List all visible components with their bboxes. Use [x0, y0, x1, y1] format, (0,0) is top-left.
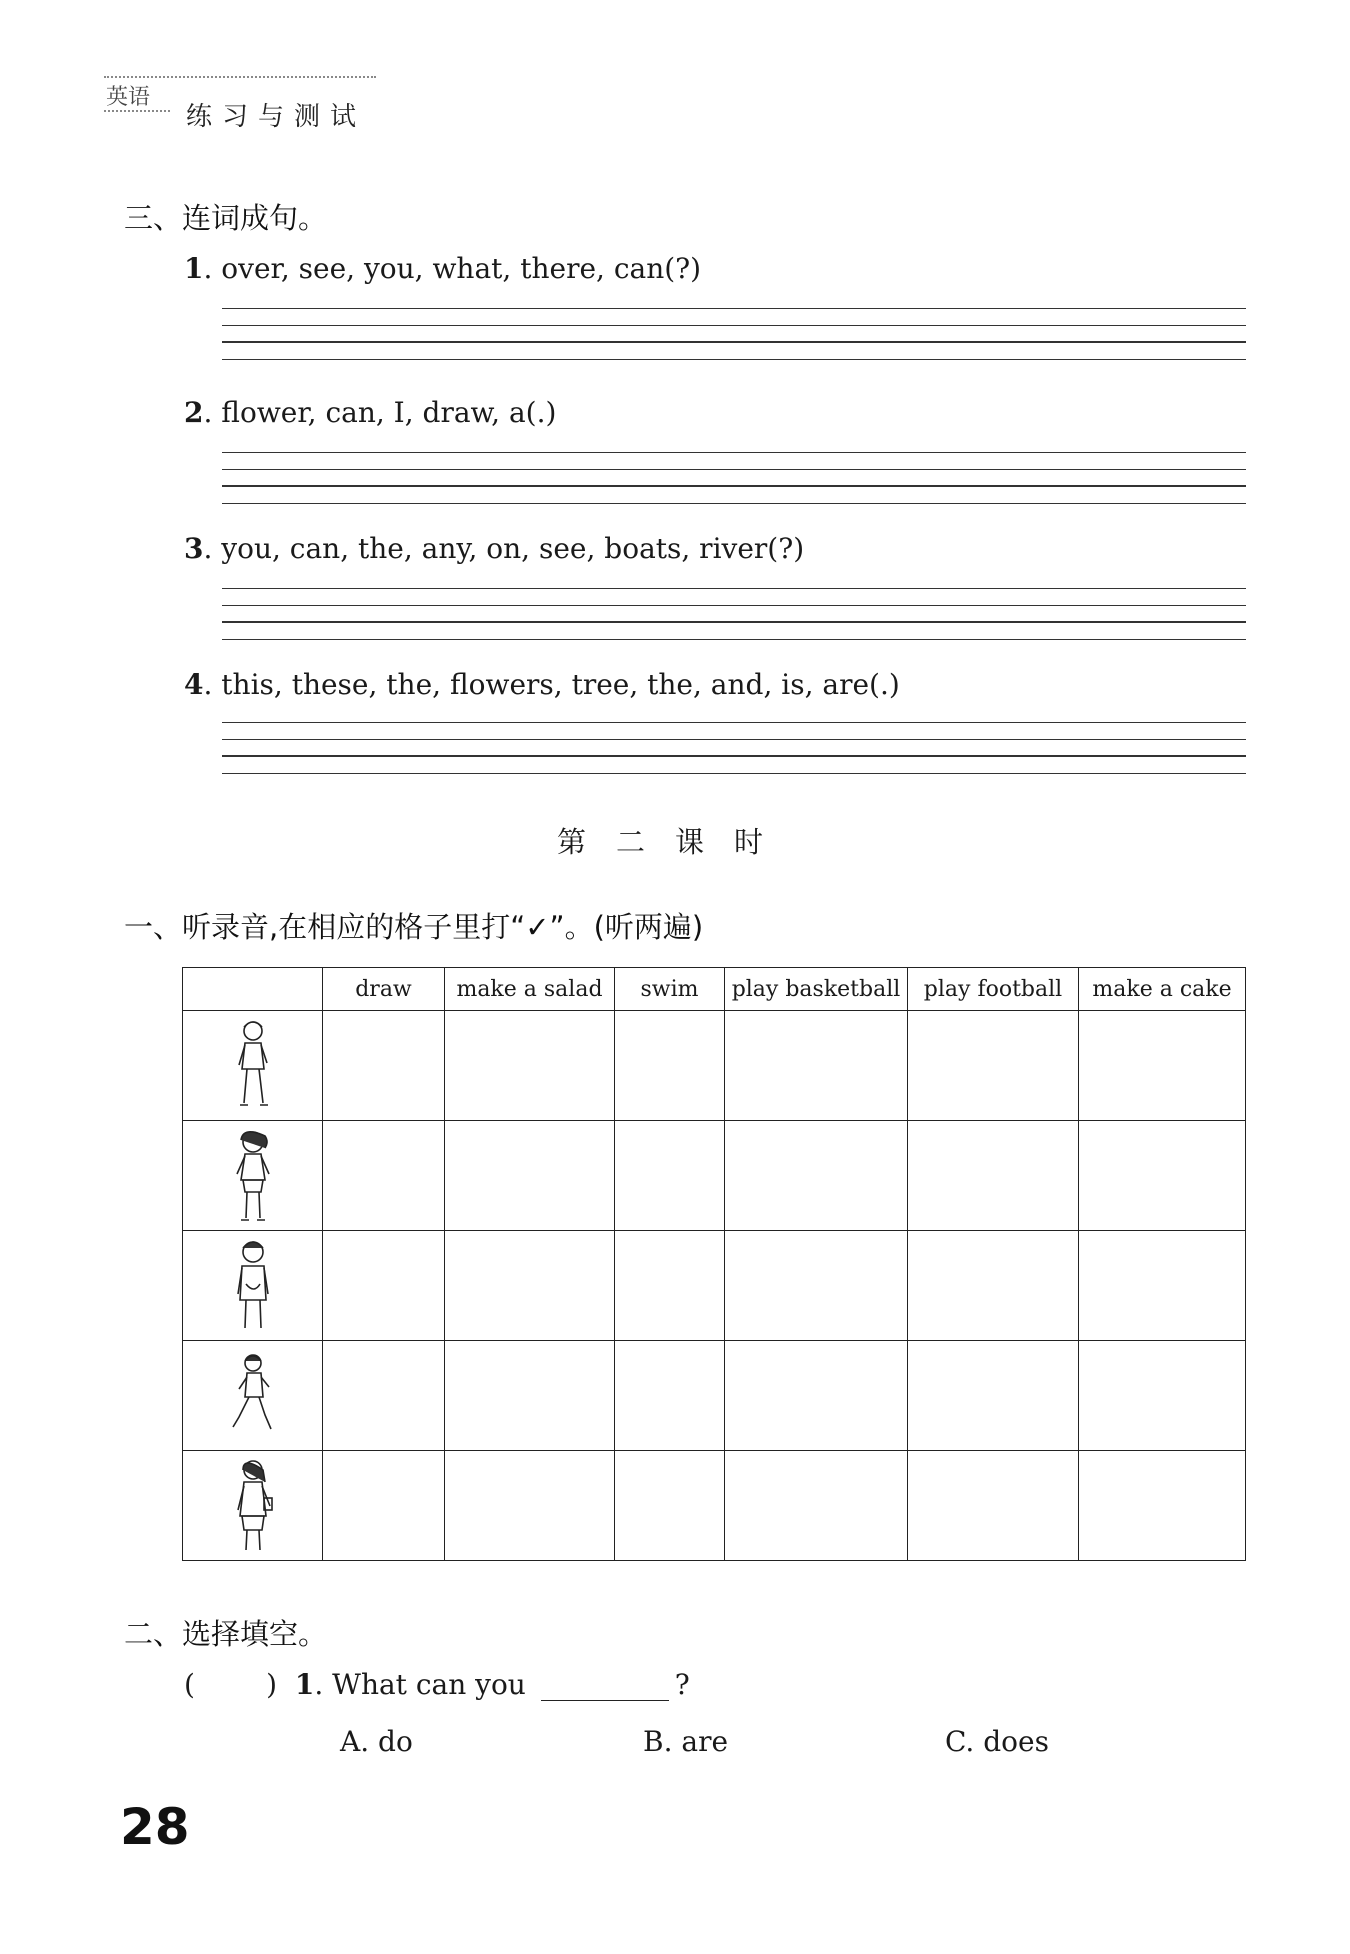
table-corner-cell	[183, 968, 323, 1011]
listening-checkbox-table	[182, 967, 1246, 1561]
option-b[interactable]: B. are	[643, 1725, 729, 1758]
checkbox-cell[interactable]	[1079, 1121, 1246, 1231]
table-row	[183, 1011, 1246, 1121]
column-header: play football	[908, 968, 1079, 1011]
subject-tag: 英语	[106, 85, 151, 110]
column-header: draw	[323, 968, 445, 1011]
answer-lines-4[interactable]	[222, 722, 1246, 789]
checkbox-cell[interactable]	[445, 1011, 615, 1121]
girl-curly-hair-figure	[183, 1121, 323, 1231]
checkbox-cell[interactable]	[908, 1011, 1079, 1121]
checkbox-cell[interactable]	[725, 1231, 908, 1341]
checkbox-cell[interactable]	[1079, 1451, 1246, 1561]
checkbox-cell[interactable]	[725, 1451, 908, 1561]
boy-short-sleeve-figure	[183, 1231, 323, 1341]
boy-backpack-figure	[183, 1011, 323, 1121]
fill-blank[interactable]	[541, 1676, 669, 1701]
answer-lines-3[interactable]	[222, 588, 1246, 655]
checkbox-cell[interactable]	[445, 1341, 615, 1451]
checkbox-cell[interactable]	[725, 1121, 908, 1231]
page-number: 28	[120, 1798, 190, 1856]
table-row	[183, 1121, 1246, 1231]
checkbox-cell[interactable]	[615, 1451, 725, 1561]
header-dotted-rule-short	[104, 110, 170, 112]
column-header: make a cake	[1079, 968, 1246, 1011]
multiple-choice-question-1: ( ) 1. What can you ?	[184, 1668, 690, 1701]
answer-lines-2[interactable]	[222, 452, 1246, 519]
checkbox-cell[interactable]	[323, 1011, 445, 1121]
checkbox-cell[interactable]	[908, 1341, 1079, 1451]
section-1-title: 一、听录音,在相应的格子里打“✓”。(听两遍)	[124, 910, 704, 944]
checkbox-cell[interactable]	[323, 1451, 445, 1561]
answer-parentheses[interactable]: ( )	[184, 1668, 278, 1701]
book-title: 练习与测试	[186, 102, 367, 132]
checkbox-cell[interactable]	[908, 1451, 1079, 1561]
checkbox-cell[interactable]	[323, 1341, 445, 1451]
checkbox-cell[interactable]	[615, 1121, 725, 1231]
checkbox-cell[interactable]	[908, 1231, 1079, 1341]
checkbox-cell[interactable]	[908, 1121, 1079, 1231]
checkbox-cell[interactable]	[445, 1121, 615, 1231]
option-a[interactable]: A. do	[340, 1725, 413, 1758]
section-2-title: 二、选择填空。	[124, 1617, 328, 1651]
table-row	[183, 1451, 1246, 1561]
checkbox-cell[interactable]	[615, 1011, 725, 1121]
girl-with-book-figure	[183, 1451, 323, 1561]
table-row	[183, 1231, 1246, 1341]
checkbox-cell[interactable]	[445, 1231, 615, 1341]
option-c[interactable]: C. does	[945, 1725, 1049, 1758]
checkbox-cell[interactable]	[1079, 1341, 1246, 1451]
checkbox-cell[interactable]	[323, 1231, 445, 1341]
checkbox-cell[interactable]	[725, 1011, 908, 1121]
table-row	[183, 1341, 1246, 1451]
answer-lines-1[interactable]	[222, 308, 1246, 375]
column-header: make a salad	[445, 968, 615, 1011]
boy-running-figure	[183, 1341, 323, 1451]
checkbox-cell[interactable]	[1079, 1231, 1246, 1341]
section-3-title: 三、连词成句。	[124, 201, 328, 235]
question-4: 4. this, these, the, flowers, tree, the, and, is, are(.)	[184, 668, 900, 701]
question-1: 1. over, see, you, what, there, can(?)	[184, 252, 702, 285]
column-header: play basketball	[725, 968, 908, 1011]
checkbox-cell[interactable]	[445, 1451, 615, 1561]
question-3: 3. you, can, the, any, on, see, boats, river(?)	[184, 532, 805, 565]
lesson-title: 第二课时	[556, 825, 793, 859]
checkbox-cell[interactable]	[323, 1121, 445, 1231]
header-dotted-rule	[104, 76, 376, 78]
checkbox-cell[interactable]	[615, 1341, 725, 1451]
checkbox-cell[interactable]	[725, 1341, 908, 1451]
checkbox-cell[interactable]	[615, 1231, 725, 1341]
column-header: swim	[615, 968, 725, 1011]
checkbox-cell[interactable]	[1079, 1011, 1246, 1121]
table-header-row	[183, 968, 1246, 1011]
question-2: 2. flower, can, I, draw, a(.)	[184, 396, 557, 429]
